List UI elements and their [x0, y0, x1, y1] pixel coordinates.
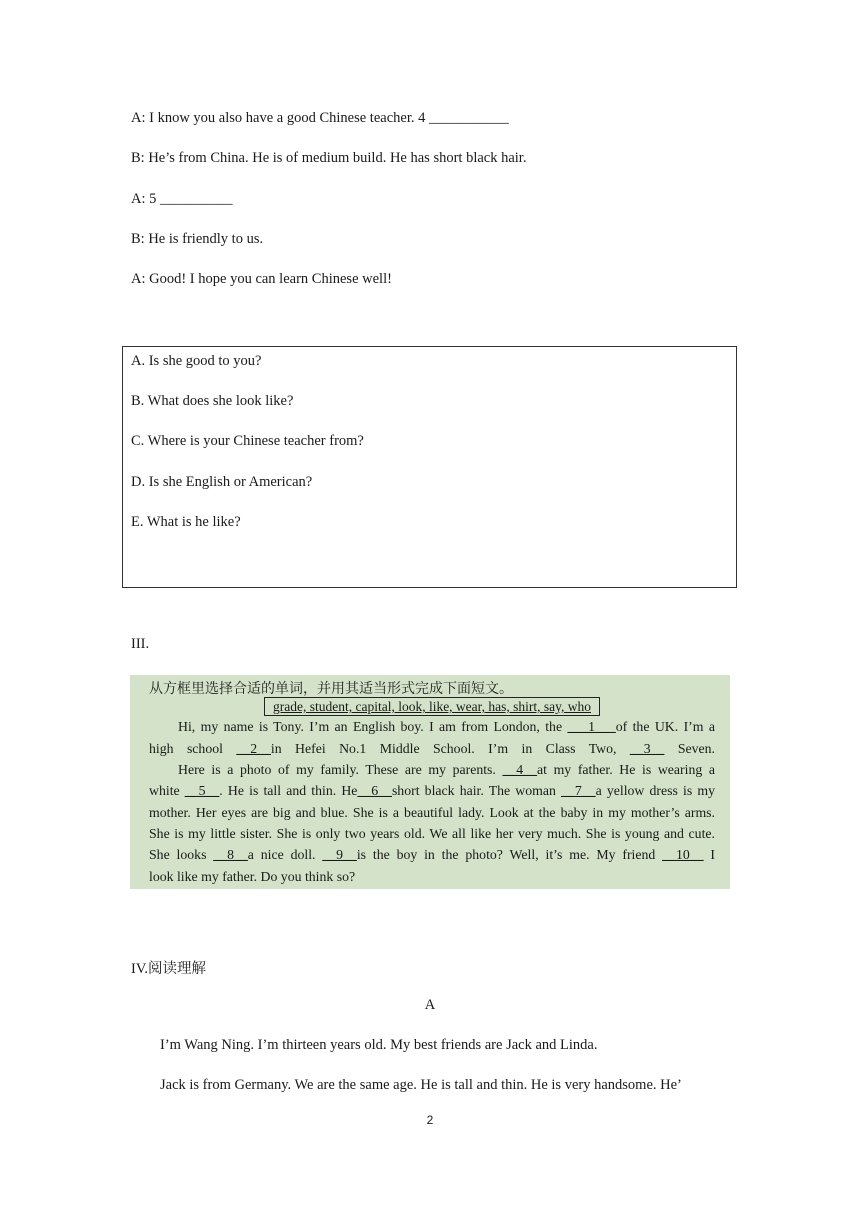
- passage-text: high school: [149, 741, 237, 756]
- passage-text: white: [149, 783, 185, 798]
- passage-line: [149, 826, 715, 842]
- blank-9: __9__: [322, 847, 357, 862]
- passage-text: in Hefei No.1 Middle School. I’m in Class Two,: [270, 741, 630, 756]
- dialogue-line: B: He is friendly to us.: [131, 231, 264, 247]
- section-heading: IV.阅读理解: [131, 961, 207, 977]
- option-a: A. Is she good to you?: [131, 353, 262, 369]
- blank-10: __10__: [662, 847, 704, 862]
- blank-3: __3__: [629, 741, 665, 756]
- cloze-passage-panel: [130, 675, 730, 889]
- dialogue-line: A: 5 __________: [131, 191, 233, 207]
- blank-7: __7__: [561, 783, 596, 798]
- passage-text: She is my little sister. She is only two years old. We all like her very much. She is young and cute.: [149, 826, 715, 841]
- passage-text: of the UK. I’m a: [615, 719, 715, 734]
- options-box: [122, 346, 737, 588]
- page-number: 2: [426, 1113, 434, 1127]
- instruction-text: 从方框里选择合适的单词，并用其适当形式完成下面短文。: [149, 681, 513, 697]
- option-b: B. What does she look like?: [131, 393, 294, 409]
- blank-5: __5__: [184, 783, 220, 798]
- dialogue-line: A: I know you also have a good Chinese teacher. 4 ___________: [131, 110, 509, 126]
- blank-4: __4__: [502, 762, 537, 777]
- passage-text: mother. Her eyes are big and blue. She is a beautiful lady. Look at the baby in my mother’s arms.: [149, 805, 715, 820]
- passage-text: a nice doll.: [247, 847, 323, 862]
- passage-text: at my father. He is wearing a: [537, 762, 715, 777]
- passage-line: [149, 741, 715, 757]
- word-bank: grade, student, capital, look, like, wear, has, shirt, say, who: [264, 697, 600, 716]
- passage-text: look like my father. Do you think so?: [149, 869, 356, 884]
- blank-8: __8__: [213, 847, 248, 862]
- passage-line: [178, 719, 715, 735]
- passage-text: short black hair. The woman: [391, 783, 562, 798]
- paragraph: Jack is from Germany. We are the same age. He is tall and thin. He is very handsome. He’: [160, 1077, 682, 1093]
- passage-text: Seven.: [664, 741, 715, 756]
- passage-text: is the boy in the photo? Well, it’s me. My friend: [356, 847, 663, 862]
- dialogue-line: B: He’s from China. He is of medium build. He has short black hair.: [131, 150, 527, 166]
- passage-line: [149, 783, 715, 799]
- passage-text: Here is a photo of my family. These are my parents.: [178, 762, 503, 777]
- passage-line: [149, 805, 715, 821]
- option-d: D. Is she English or American?: [131, 474, 313, 490]
- passage-line: [178, 762, 715, 778]
- option-e: E. What is he like?: [131, 514, 241, 530]
- option-c: C. Where is your Chinese teacher from?: [131, 433, 364, 449]
- passage-text: a yellow dress is my: [595, 783, 716, 798]
- paragraph: I’m Wang Ning. I’m thirteen years old. My best friends are Jack and Linda.: [160, 1037, 598, 1053]
- passage-text: . He is tall and thin. He: [219, 783, 358, 798]
- passage-line: [149, 869, 715, 885]
- passage-line: [149, 847, 715, 863]
- blank-2: __2__: [236, 741, 271, 756]
- dialogue-line: A: Good! I hope you can learn Chinese well!: [131, 271, 392, 287]
- passage-label: A: [424, 997, 436, 1013]
- blank-6: __6__: [357, 783, 392, 798]
- passage-text: I: [703, 847, 715, 862]
- section-heading: III.: [131, 636, 150, 652]
- passage-text: She looks: [149, 847, 214, 862]
- passage-text: Hi, my name is Tony. I’m an English boy. I am from London, the: [178, 719, 568, 734]
- blank-1: ___1___: [567, 719, 616, 734]
